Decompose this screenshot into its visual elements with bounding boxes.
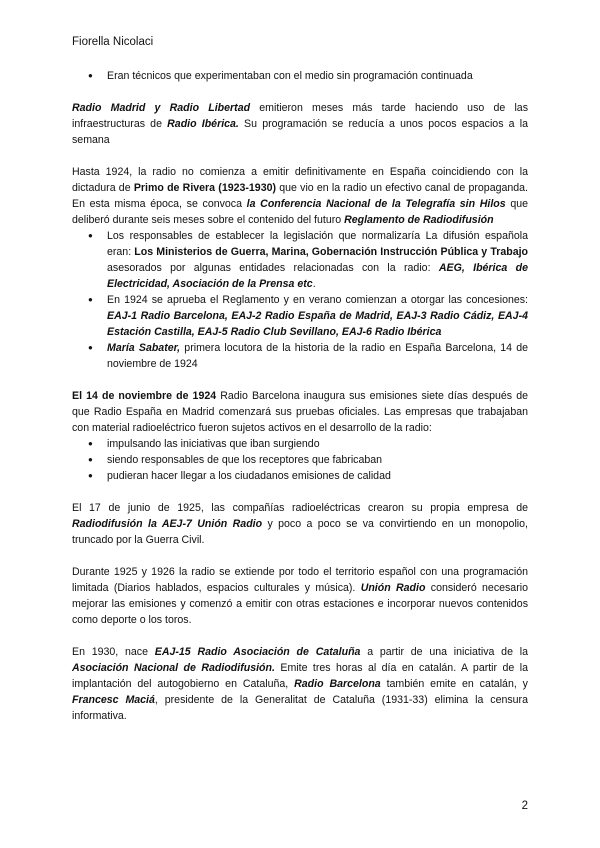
paragraph-1930: En 1930, nace EAJ-15 Radio Asociación de Cataluña a partir de una iniciativa de la Asociación Nacional de Radiodifusión. Emite tres horas al día en catalán. A partir de la implantación del autogobierno en Cataluña, Radio Barcelona también emite en catalán, y Francesc Maciá, presidente de la Generalitat de Cataluña (1931-33) elimina la censura informativa.: [72, 646, 528, 722]
bullet-list-2: [72, 228, 528, 372]
list-item: ● En 1924 se aprueba el Reglamento y en verano comienzan a otorgar las concesiones: EAJ-1 Radio Barcelona, EAJ-2 Radio España de Madrid, EAJ-3 Radio Cádiz, EAJ-4 Estación Castilla, EAJ-5 Radio Club Sevillano, EAJ-6 Radio Ibérica: [107, 292, 528, 340]
list-item: ● siendo responsables de que los receptores que fabricaban: [107, 452, 528, 468]
list-item: ● pudieran hacer llegar a los ciudadanos emisiones de calidad: [107, 468, 528, 484]
page-number: 2: [521, 800, 528, 812]
list-item: ● María Sabater, primera locutora de la historia de la radio en España Barcelona, 14 de noviembre de 1924: [107, 340, 528, 372]
paragraph-1925-1926: Durante 1925 y 1926 la radio se extiende por todo el territorio español con una programación limitada (Diarios hablados, espacios culturales y música). Unión Radio consideró necesario mejorar las emisiones y comenzó a emitir con otras estaciones e incorporar nuevos contenidos como deporte o los toros.: [72, 566, 528, 626]
paragraph-radio-madrid: Radio Madrid y Radio Libertad emitieron meses más tarde haciendo uso de las infraestructuras de Radio Ibérica. Su programación se reducía a unos pocos espacios a la semana: [72, 102, 528, 146]
paragraph-14-noviembre: El 14 de noviembre de 1924 Radio Barcelona inaugura sus emisiones siete días después de que Radio España en Madrid comenzará sus pruebas oficiales. Las empresas que trabajaban con material radioeléctrico fueron sujetos activos en el desarrollo de la radio:: [72, 390, 528, 434]
page-header-author: Fiorella Nicolaci: [72, 36, 154, 48]
bullet-list-1: [72, 68, 528, 84]
list-item: ● Los responsables de establecer la legislación que normalizaría La difusión española eran: Los Ministerios de Guerra, Marina, Gobernación Instrucción Pública y Trabajo asesorados por algunas entidades relacionadas con la radio: AEG, Ibérica de Electricidad, Asociación de la Prensa etc.: [107, 228, 528, 292]
list-item: ● Eran técnicos que experimentaban con el medio sin programación continuada: [107, 68, 528, 84]
bullet-list-3: [72, 436, 528, 484]
paragraph-hasta-1924: Hasta 1924, la radio no comienza a emitir definitivamente en España coincidiendo con la dictadura de Primo de Rivera (1923-1930) que vio en la radio un efectivo canal de propaganda. En esta misma época, se convoca la Conferencia Nacional de la Telegrafía sin Hilos que deliberó durante seis meses sobre el contenido del futuro Reglamento de Radiodifusión: [72, 166, 529, 226]
paragraph-17-junio-1925: El 17 de junio de 1925, las compañías radioeléctricas crearon su propia empresa de Radiodifusión la AEJ-7 Unión Radio y poco a poco se va convirtiendo en un monopolio, truncado por la Guerra Civil.: [72, 502, 528, 546]
list-item: ● impulsando las iniciativas que iban surgiendo: [107, 436, 528, 452]
document-body: [72, 68, 528, 740]
